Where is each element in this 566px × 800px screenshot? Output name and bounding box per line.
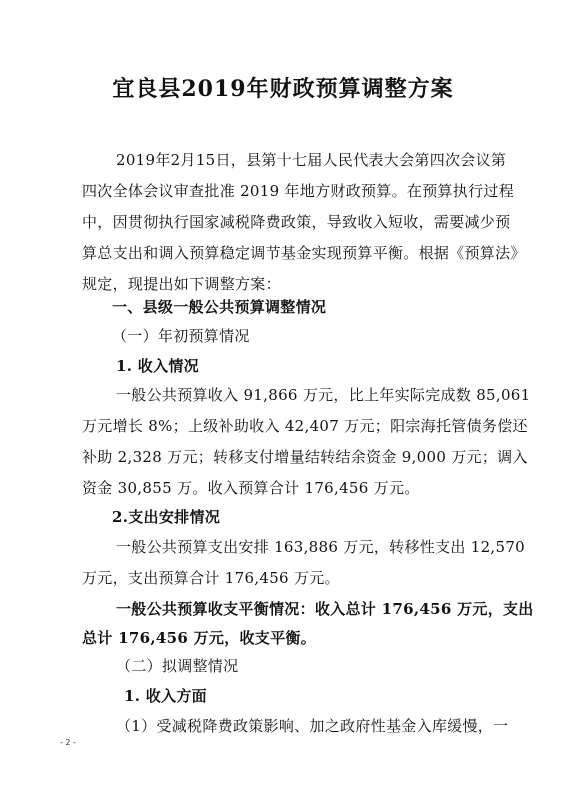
paragraph-line: （1）受减税降费政策影响、加之政府性基金入库缓慢，一 (116, 717, 509, 735)
paragraph-line: 四次全体会议审查批准 2019 年地方财政预算。在预算执行过程 (82, 182, 515, 200)
balance-summary-line: 一般公共预算收支平衡情况：收入总计 176,456 万元，支出 (116, 600, 534, 618)
item-heading: 2.支出安排情况 (112, 508, 221, 526)
subsection-heading: （二）拟调整情况 (116, 657, 239, 675)
paragraph-line: 补助 2,328 万元；转移支付增量结转结余资金 9,000 万元；调入 (82, 448, 528, 466)
item-heading: 1. 收入情况 (116, 357, 199, 375)
paragraph-line: 中，因贯彻执行国家减税降费政策，导致收入短收，需要减少预 (82, 213, 511, 231)
paragraph-line: 一般公共预算收入 91,866 万元，比上年实际完成数 85,061 (116, 386, 531, 404)
page-number: - 2 - (60, 738, 76, 747)
item-heading: 1. 收入方面 (124, 687, 207, 705)
document-title: 宜良县2019年财政预算调整方案 (112, 76, 454, 102)
paragraph-line: 万元增长 8%；上级补助收入 42,407 万元；阳宗海托管债务偿还 (82, 417, 528, 435)
section-heading: 一、县级一般公共预算调整情况 (112, 298, 327, 316)
paragraph-line: 一般公共预算支出安排 163,886 万元，转移性支出 12,570 (116, 538, 526, 556)
paragraph-line: 2019年2月15日，县第十七届人民代表大会第四次会议第 (116, 151, 507, 169)
paragraph-line: 算总支出和调入预算稳定调节基金实现预算平衡。根据《预算法》 (82, 244, 526, 262)
subsection-heading: （一）年初预算情况 (112, 327, 250, 345)
balance-summary-line: 总计 176,456 万元，收支平衡。 (82, 629, 316, 647)
paragraph-line: 资金 30,855 万。收入预算合计 176,456 万元。 (82, 479, 420, 497)
paragraph-line: 万元，支出预算合计 176,456 万元。 (82, 569, 340, 587)
paragraph-line: 规定，现提出如下调整方案： (82, 275, 281, 293)
